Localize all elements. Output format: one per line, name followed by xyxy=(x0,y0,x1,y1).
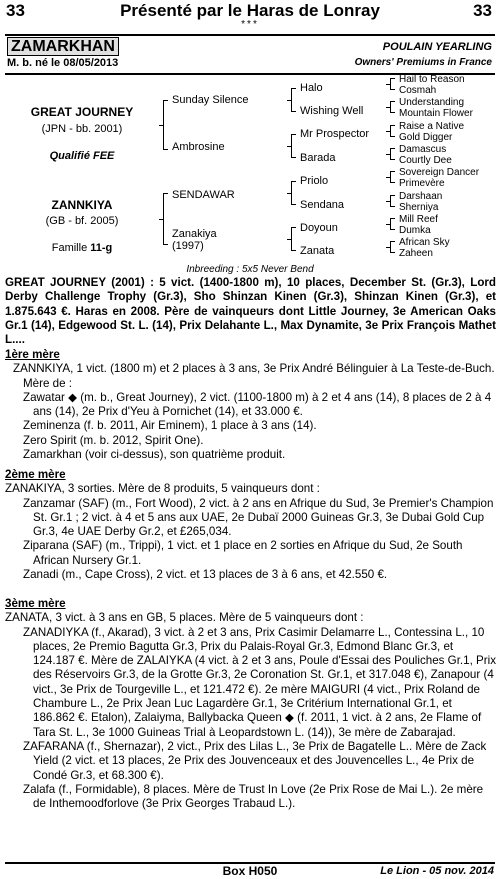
bracket-dam xyxy=(163,193,164,245)
gen4-item: Primevère xyxy=(399,178,445,189)
bracket-g3 xyxy=(390,125,391,137)
bracket-g2 xyxy=(291,181,292,205)
second-dam-section xyxy=(5,468,496,582)
page-number-left: 33 xyxy=(6,1,25,20)
section-heading: 1ère mère xyxy=(5,348,60,361)
gen4-item: Dumka xyxy=(399,225,431,236)
gen2-sire-dam: Ambrosine xyxy=(172,141,225,153)
first-dam-progeny: Zamarkhan (voir ci-dessus), son quatrième produit. xyxy=(23,448,286,462)
gen4-item: Hail to Reason xyxy=(399,74,465,85)
section-heading: 3ème mère xyxy=(5,597,66,610)
gen4-item: Cosmah xyxy=(399,85,437,96)
gen4-item: Sovereign Dancer xyxy=(399,167,480,178)
gen2-dam-sire: SENDAWAR xyxy=(172,189,235,201)
gen4-item: Zaheen xyxy=(399,248,433,259)
first-dam-progeny: Zawatar ◆ (m. b., Great Journey), 2 vict. (1100-1800 m) à 2 et 4 ans (14), 8 places de 2 à 4 ans (14), 2e Prix d'Yeu à Pornichet (14), et 33.000 €. xyxy=(23,390,492,419)
bracket-g3 xyxy=(390,148,391,160)
third-dam-section xyxy=(5,597,496,811)
bracket-tick xyxy=(287,100,291,101)
premium-label: Owners' Premiums in France xyxy=(354,57,492,68)
bracket-tick xyxy=(386,131,390,132)
bracket-sire xyxy=(163,100,164,150)
bracket-tick xyxy=(159,125,163,126)
stars-divider: *** xyxy=(241,19,259,30)
sire-note: Qualifié FEE xyxy=(49,150,115,162)
sale-source: Le Lion - 05 nov. 2014 xyxy=(380,865,494,877)
inbreeding-note: Inbreeding : 5x5 Never Bend xyxy=(186,264,314,275)
horse-name-box xyxy=(5,34,495,75)
second-dam-progeny: Zanadi (m., Cape Cross), 2 vict. et 13 places de 3 à 6 ans, et 42.550 €. xyxy=(23,568,388,582)
bracket-tick xyxy=(386,107,390,108)
second-dam-progeny: Ziparana (SAF) (m., Trippi), 1 vict. et 1 place en 2 sorties en Afrique du Sud, 2e South African Nursery Gr.1. xyxy=(23,539,463,567)
dam-family: Famille 11-g xyxy=(51,242,113,254)
bracket-g3 xyxy=(390,171,391,183)
bracket-g2 xyxy=(291,227,292,251)
gen4-item: Mill Reef xyxy=(399,214,438,225)
gen3-item: Zanata xyxy=(300,245,335,257)
bracket-g3 xyxy=(390,78,391,90)
third-dam-progeny: ZANADIYKA (f., Akarad), 3 vict. à 2 et 3 ans, Prix Casimir Delamarre L., Contessina L., 10 places, 2e Premio Bagutta Gr.3, Prix du Palais-Royal Gr.3, Edmond Blanc Gr.3, et 124.187 €. Mère de ZALAIYKA (4 vict. à 2 et 3 ans, Poule d'Essai des Pouliches Gr.1, Prix des Réservoirs Gr.3, de la Grotte Gr.3, 2e Coronation St. Gr.1, et 317.048 €), Zanapour (4 vict., 3e Prix de Tourgeville L., et 121.472 €). 2e mère MAIGURI (4 vict., Prix Roland de Chambure L., 2e Prix Jean Luc Lagardère Gr.1, 3e Critérium International Gr.1, et 186.862 €. Etalon), Zalaiyma, Ballybacka Queen ◆ (f. 2011, 1 vict. à 2 ans, 2e Flame of Tara St. L., 3e 1000 Guineas Trial à Leopardstown L. (14)), 3e mère de Zabarajad. xyxy=(23,625,496,739)
gen4-item: African Sky xyxy=(399,237,450,248)
gen2-sire-sire: Sunday Silence xyxy=(172,94,249,106)
page-title: Présenté par le Haras de Lonray xyxy=(120,1,380,20)
second-dam-progeny: Zanzamar (SAF) (m., Fort Wood), 2 vict. à 2 ans en Afrique du Sud, 3e Premier's Champion St. Gr.1 ; 2 vict. à 4 et 5 ans aux UAE, 2e Dubaï 2000 Guineas Gr.3, 3e Dubai Gold Cup Gr.3, 4e UAE Derby Gr.2, et £265,034. xyxy=(23,496,494,539)
third-dam-progeny: Zalafa (f., Formidable), 8 places. Mère de Trust In Love (2e Prix Rose de Mai L.). 2e mère de Inthemoodforlove (3e Prix Georges Trabaud L.). xyxy=(23,782,484,811)
bracket-tick xyxy=(386,224,390,225)
box-number: Box H050 xyxy=(222,864,278,878)
sire-info: (JPN - bb. 2001) xyxy=(41,123,123,135)
gen3-item: Wishing Well xyxy=(300,105,364,117)
gen4-item: Darshaan xyxy=(399,191,443,202)
gen3-item: Doyoun xyxy=(300,222,338,234)
first-dam-section xyxy=(5,348,496,462)
gen4-item: Gold Digger xyxy=(399,132,453,143)
bracket-g2 xyxy=(291,134,292,158)
bracket-tick xyxy=(287,146,291,147)
bracket-g2 xyxy=(291,88,292,112)
bracket-tick xyxy=(287,193,291,194)
first-dam-progeny: Zeminenza (f. b. 2011, Air Eminem), 1 place à 3 ans (14). xyxy=(23,419,317,433)
horse-name: ZAMARKHAN xyxy=(7,37,119,56)
bracket-tick xyxy=(386,247,390,248)
first-dam-main: ZANNKIYA, 1 vict. (1800 m) et 2 places à 3 ans, 3e Prix André Bélinguier à La Teste-de-Buch. Mère de : xyxy=(13,362,495,390)
page-number-right: 33 xyxy=(473,1,492,20)
gen4-item: Damascus xyxy=(399,144,447,155)
gen4-item: Raise a Native xyxy=(399,121,465,132)
bracket-tick xyxy=(386,201,390,202)
bracket-tick xyxy=(386,177,390,178)
dam-info: (GB - bf. 2005) xyxy=(45,215,119,227)
sire-summary: GREAT JOURNEY (2001) : 5 vict. (1400-1800 m), 10 places, December St. (Gr.3), Lord Derby Challenge Trophy (Gr.3), Sho Shinzan Kinen (Gr.3), Shinzan Kinen (Gr.3), et 1.875.643 €. Haras en 2008. Père de vainqueurs dont Little Journey, 3e American Oaks Gr.1 (14), Edgewood St. L. (14), Prix Delahante L., Max Dynamite, 3e Prix François Mathet L.... xyxy=(5,276,496,347)
sire-name: GREAT JOURNEY xyxy=(30,105,134,119)
gen3-item: Sendana xyxy=(300,199,345,211)
gen3-item: Mr Prospector xyxy=(300,128,370,140)
gen3-item: Halo xyxy=(300,82,323,94)
gen2-dam-dam-year: (1997) xyxy=(172,240,204,252)
bracket-tick xyxy=(287,239,291,240)
third-dam-progeny: ZAFARANA (f., Shernazar), 2 vict., Prix des Lilas L., 3e Prix de Bagatelle L.. Mère de Zack Yield (2 vict. et 13 places, 2e Prix des Jouvenceaux et des Jouvencelles L., 4e Prix de Condé Gr.3, et 68.300 €). xyxy=(23,739,487,782)
gen4-item: Courtly Dee xyxy=(399,155,452,166)
bracket-g3 xyxy=(390,218,391,230)
gen4-item: Mountain Flower xyxy=(399,108,473,119)
birth-info: M. b. né le 08/05/2013 xyxy=(7,57,119,69)
gen3-item: Barada xyxy=(300,152,336,164)
gen2-dam-dam: Zanakiya xyxy=(172,228,217,240)
bracket-g3 xyxy=(390,101,391,113)
bracket-tick xyxy=(159,219,163,220)
sex-label: POULAIN YEARLING xyxy=(382,41,492,53)
dam-name: ZANNKIYA xyxy=(51,198,113,212)
gen3-item: Priolo xyxy=(300,175,329,187)
bracket-tick xyxy=(386,84,390,85)
third-dam-main: ZANATA, 3 vict. à 3 ans en GB, 5 places. Mère de 5 vainqueurs dont : xyxy=(5,611,364,625)
gen4-item: Sherniya xyxy=(399,202,439,213)
gen4-item: Understanding xyxy=(399,97,465,108)
bracket-tick xyxy=(386,154,390,155)
section-heading: 2ème mère xyxy=(5,468,66,481)
bracket-g3 xyxy=(390,241,391,253)
first-dam-progeny: Zero Spirit (m. b. 2012, Spirit One). xyxy=(23,433,204,447)
second-dam-main: ZANAKIYA, 3 sorties. Mère de 8 produits, 5 vainqueurs dont : xyxy=(5,482,320,496)
bracket-g3 xyxy=(390,195,391,207)
